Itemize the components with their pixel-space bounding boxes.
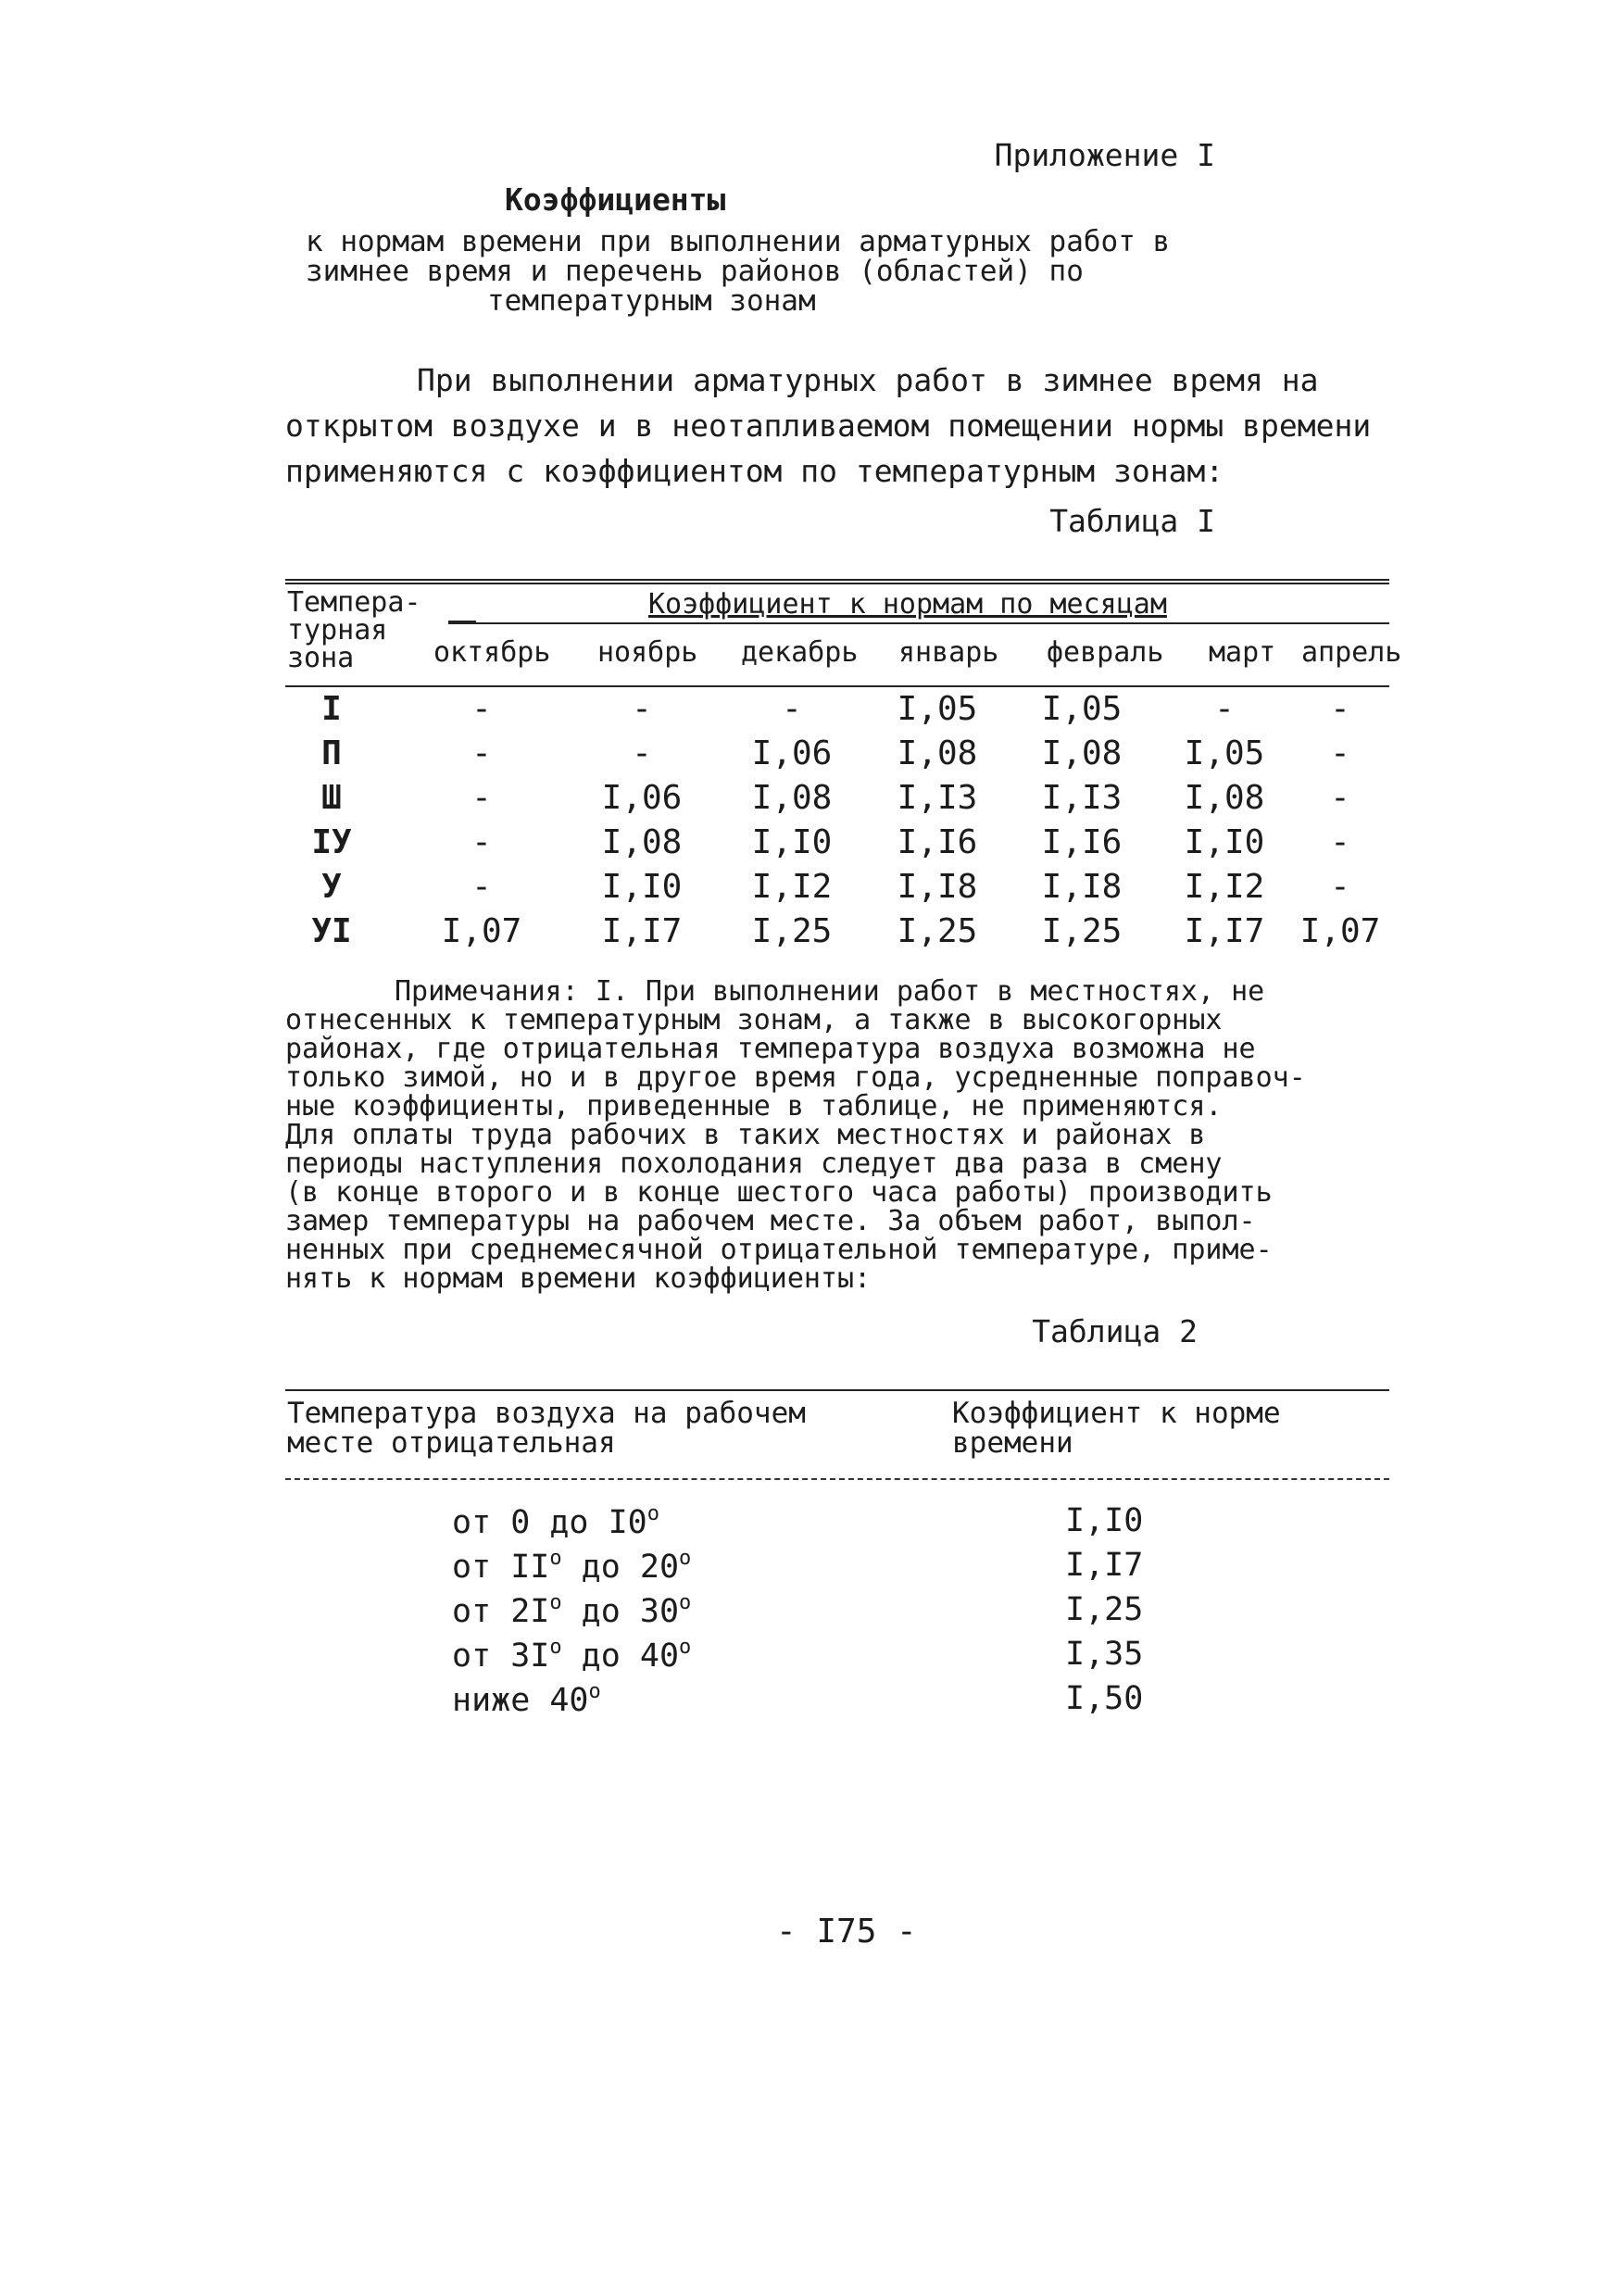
month-header-january: январь bbox=[898, 636, 999, 669]
notes-line: нять к нормам времени коэффициенты: bbox=[285, 1262, 872, 1295]
month-group-rule bbox=[448, 622, 1389, 624]
notes-line: ные коэффициенты, приведенные в таблице, не применяются. bbox=[285, 1090, 1223, 1123]
notes-line: замер температуры на рабочем месте. За объем работ, выпол- bbox=[285, 1205, 1256, 1237]
coefficient-cell: I,05 bbox=[897, 690, 978, 728]
zone-header-line: Темпера- bbox=[287, 586, 421, 619]
degree-mark: о bbox=[646, 1502, 659, 1525]
degree-mark: о bbox=[549, 1636, 562, 1659]
table2-label: Таблица 2 bbox=[1032, 1313, 1198, 1349]
coefficient-cell: I,I2 bbox=[1184, 868, 1265, 906]
range-text: ниже 40 bbox=[452, 1682, 589, 1719]
range-text: до 20 bbox=[561, 1549, 680, 1586]
header-line: Коэффициент к норме bbox=[952, 1397, 1281, 1430]
coefficient-cell: I,I3 bbox=[1041, 779, 1123, 817]
month-group-header: Коэффициент к нормам по месяцам bbox=[648, 588, 1167, 621]
intro-line: открытом воздухе и в неотапливаемом помещении нормы времени bbox=[285, 408, 1372, 444]
coefficient-cell: I,06 bbox=[601, 779, 683, 817]
intro-paragraph bbox=[285, 358, 1372, 494]
degree-mark: о bbox=[679, 1636, 692, 1659]
coefficient-cell: I,I8 bbox=[1041, 868, 1123, 906]
coefficient-cell: - bbox=[1330, 734, 1350, 772]
zone-cell: Ш bbox=[321, 779, 342, 817]
coefficient-cell: - bbox=[471, 779, 492, 817]
zone-cell: I bbox=[321, 690, 342, 728]
coefficient-cell: I,05 bbox=[1184, 734, 1265, 772]
degree-mark: о bbox=[679, 1591, 692, 1614]
appendix-label: Приложение I bbox=[994, 137, 1215, 173]
range-text: до 30 bbox=[561, 1593, 680, 1630]
range-text: от II bbox=[452, 1549, 550, 1586]
zone-cell: П bbox=[321, 734, 342, 772]
coefficient-cell: - bbox=[471, 823, 492, 861]
table1-header-rule bbox=[285, 685, 1389, 687]
coefficient-cell: I,I8 bbox=[897, 868, 978, 906]
coefficient-cell: I,08 bbox=[1041, 734, 1123, 772]
coefficient-cell: I,08 bbox=[897, 734, 978, 772]
subtitle-line: к нормам времени при выполнении арматурных работ в bbox=[306, 225, 1171, 258]
coefficient-cell: - bbox=[782, 690, 802, 728]
table1-label: Таблица I bbox=[1049, 503, 1215, 539]
coefficient-cell: I,50 bbox=[1065, 1680, 1144, 1717]
coefficient-cell: I,I7 bbox=[601, 912, 683, 950]
zone-cell: УI bbox=[311, 912, 352, 950]
temperature-range-cell bbox=[452, 1547, 691, 1586]
notes-line: районах, где отрицательная температура воздуха возможна не bbox=[285, 1033, 1256, 1065]
range-text: от 3I bbox=[452, 1637, 550, 1675]
month-header-december: декабрь bbox=[741, 636, 859, 669]
degree-mark: о bbox=[588, 1680, 601, 1703]
coefficient-cell: I,08 bbox=[1184, 779, 1265, 817]
zone-header-line: турная bbox=[287, 614, 388, 646]
page-number: - I75 - bbox=[776, 1913, 917, 1951]
coefficient-cell: I,I0 bbox=[1065, 1502, 1144, 1539]
month-header-march: март bbox=[1209, 636, 1276, 669]
table2-header-coefficient bbox=[952, 1399, 1281, 1458]
notes-paragraph bbox=[285, 977, 1306, 1293]
coefficient-cell: I,I6 bbox=[1041, 823, 1123, 861]
coefficient-cell: I,08 bbox=[751, 779, 833, 817]
table1-top-rule bbox=[285, 583, 1389, 584]
range-text: до 40 bbox=[561, 1637, 680, 1675]
intro-line: применяются с коэффициентом по температурным зонам: bbox=[285, 453, 1224, 489]
header-line: времени bbox=[952, 1426, 1073, 1460]
coefficient-cell: I,I0 bbox=[1184, 823, 1265, 861]
coefficient-cell: I,07 bbox=[1299, 912, 1381, 950]
range-text: от 2I bbox=[452, 1593, 550, 1630]
coefficient-cell: I,06 bbox=[751, 734, 833, 772]
temperature-range-cell bbox=[452, 1591, 691, 1630]
coefficient-cell: I,25 bbox=[1041, 912, 1123, 950]
header-line: месте отрицательная bbox=[287, 1426, 616, 1460]
coefficient-cell: - bbox=[1330, 868, 1350, 906]
coefficient-cell: - bbox=[632, 734, 652, 772]
zone-header-line: зона bbox=[287, 642, 355, 674]
degree-mark: о bbox=[549, 1547, 562, 1570]
coefficient-cell: - bbox=[1330, 690, 1350, 728]
coefficient-cell: - bbox=[1214, 690, 1235, 728]
notes-line: ненных при среднемесячной отрицательной температуре, приме- bbox=[285, 1234, 1273, 1266]
coefficient-cell: I,I2 bbox=[751, 868, 833, 906]
coefficient-cell: - bbox=[471, 868, 492, 906]
zone-cell: IУ bbox=[311, 823, 352, 861]
coefficient-cell: - bbox=[632, 690, 652, 728]
notes-line: только зимой, но и в другое время года, усредненные поправоч- bbox=[285, 1061, 1306, 1094]
degree-mark: о bbox=[679, 1547, 692, 1570]
coefficient-cell: I,35 bbox=[1065, 1636, 1144, 1673]
coefficient-cell: I,I6 bbox=[897, 823, 978, 861]
coefficient-cell: I,I0 bbox=[601, 868, 683, 906]
notes-line: отнесенных к температурным зонам, а также в высокогорных bbox=[285, 1004, 1223, 1036]
table2-header-temperature bbox=[287, 1399, 806, 1458]
header-line: Температура воздуха на рабочем bbox=[287, 1397, 806, 1430]
coefficient-cell: I,08 bbox=[601, 823, 683, 861]
coefficient-cell: I,07 bbox=[441, 912, 522, 950]
table2-top-rule bbox=[285, 1389, 1389, 1391]
coefficient-cell: I,I3 bbox=[897, 779, 978, 817]
coefficient-cell: - bbox=[471, 734, 492, 772]
document-subtitle bbox=[306, 227, 1170, 316]
subtitle-line: температурным зонам bbox=[487, 284, 816, 318]
notes-line: периоды наступления похолодания следует два раза в смену bbox=[285, 1148, 1223, 1180]
notes-line: Для оплаты труда рабочих в таких местностях и районах в bbox=[285, 1119, 1206, 1151]
degree-mark: о bbox=[549, 1591, 562, 1614]
coefficient-cell: I,25 bbox=[751, 912, 833, 950]
notes-line: (в конце второго и в конце шестого часа работы) производить bbox=[285, 1176, 1273, 1209]
month-header-october: октябрь bbox=[433, 636, 551, 669]
table1-top-rule bbox=[285, 579, 1389, 581]
coefficient-cell: - bbox=[471, 690, 492, 728]
coefficient-cell: I,I7 bbox=[1065, 1547, 1144, 1584]
coefficient-cell: I,I7 bbox=[1184, 912, 1265, 950]
temperature-range-cell bbox=[452, 1680, 601, 1719]
table2-header-rule bbox=[285, 1478, 1389, 1480]
intro-line: При выполнении арматурных работ в зимнее время на bbox=[417, 362, 1319, 398]
range-text: от 0 до I0 bbox=[452, 1504, 647, 1541]
coefficient-cell: I,I0 bbox=[751, 823, 833, 861]
coefficient-cell: - bbox=[1330, 823, 1350, 861]
month-header-february: февраль bbox=[1047, 636, 1164, 669]
month-header-november: ноябрь bbox=[597, 636, 698, 669]
temperature-range-cell bbox=[452, 1502, 659, 1541]
subtitle-line: зимнее время и перечень районов (областей) по bbox=[306, 255, 1084, 288]
zone-cell: У bbox=[321, 868, 342, 906]
temperature-range-cell bbox=[452, 1636, 691, 1675]
document-title: Коэффициенты bbox=[505, 182, 726, 218]
coefficient-cell: I,25 bbox=[1065, 1591, 1144, 1628]
coefficient-cell: - bbox=[1330, 779, 1350, 817]
zone-header bbox=[287, 586, 421, 674]
month-header-april: апрель bbox=[1301, 636, 1402, 669]
coefficient-cell: I,25 bbox=[897, 912, 978, 950]
coefficient-cell: I,05 bbox=[1041, 690, 1123, 728]
notes-line: Примечания: I. При выполнении работ в местностях, не bbox=[395, 975, 1265, 1008]
